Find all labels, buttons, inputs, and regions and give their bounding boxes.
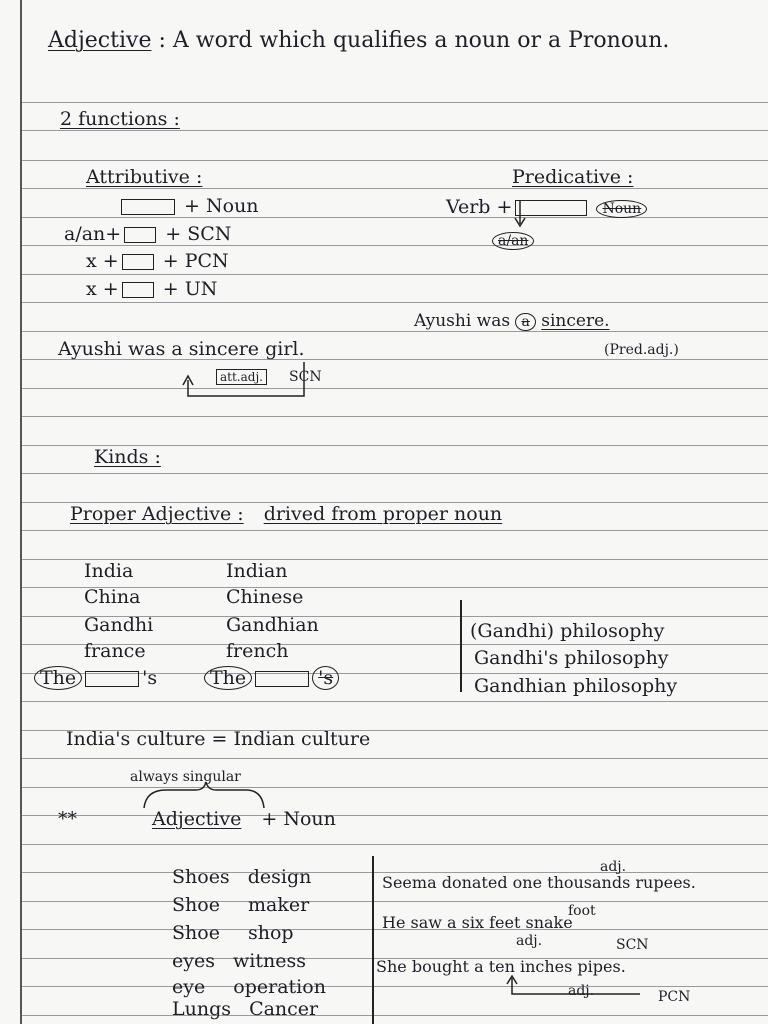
- rule-star: **: [58, 808, 77, 830]
- blank-box: [122, 254, 154, 270]
- title-line: [48, 30, 669, 52]
- pair-adj-indian: Indian: [226, 560, 288, 582]
- adj-noun-adj: Adjective: [152, 808, 242, 830]
- blank-box: [515, 200, 587, 216]
- compound-2-b: maker: [247, 894, 310, 916]
- compound-3-a: Shoe: [172, 922, 220, 944]
- attributive-row-un: [86, 278, 217, 300]
- rule-line: [22, 130, 768, 131]
- blank-box: [121, 199, 175, 215]
- attributive-row-scn: [64, 223, 231, 245]
- example-3: She bought a ten inches pipes.: [376, 957, 626, 976]
- crossed-suffix: 's: [312, 666, 339, 690]
- rule-line: [22, 160, 768, 161]
- title-definition: : A word which qualifies a noun or a Pronoun.: [158, 28, 670, 53]
- blank-box: [85, 671, 139, 687]
- rule-line: [22, 815, 768, 816]
- blank-box: [124, 227, 156, 243]
- always-singular: always singular: [130, 769, 241, 785]
- philosophy-3: Gandhian philosophy: [474, 675, 678, 697]
- example-2-note-bottom: adj.: [516, 933, 543, 949]
- blank-box: [122, 282, 154, 298]
- attr-arrow-head: [183, 376, 193, 385]
- rule-line: [22, 274, 768, 275]
- compound-5-a: eye: [172, 976, 206, 998]
- compound-1: [172, 866, 311, 888]
- pred-struck-article: a/an: [492, 232, 534, 250]
- attr-x-2: x +: [86, 278, 119, 300]
- example-2-note-top: foot: [568, 903, 596, 919]
- pred-verb: Verb +: [446, 196, 513, 218]
- pair-noun-gandhi: Gandhi: [84, 614, 154, 636]
- predicative-heading: Predicative :: [512, 166, 634, 188]
- compound-3: [172, 922, 294, 944]
- rule-line: [22, 473, 768, 474]
- rule-line: [22, 844, 768, 845]
- proper-adjective-desc: drived from proper noun: [263, 503, 503, 525]
- rule-line: [22, 388, 768, 389]
- attr-plus-noun: + Noun: [184, 195, 259, 217]
- attr-a-an: a/an+: [64, 223, 122, 245]
- compound-4: [172, 950, 306, 972]
- rule-line: [22, 102, 768, 103]
- the-rule-1: [34, 667, 157, 689]
- rule-line: [22, 559, 768, 560]
- divider-line: [460, 600, 462, 692]
- proper-adjective-line: [70, 503, 502, 525]
- rule-line: [22, 302, 768, 303]
- pair-noun-india: India: [84, 560, 134, 582]
- example-3-note: adj.: [568, 983, 595, 999]
- attr-plus-scn: + SCN: [165, 223, 232, 245]
- rule-line: [22, 188, 768, 189]
- rule-line: [22, 1015, 768, 1016]
- rule-line: [22, 986, 768, 987]
- pair-adj-gandhian: Gandhian: [226, 614, 319, 636]
- example-3-tag: PCN: [658, 989, 691, 1005]
- adj-noun-noun: + Noun: [261, 808, 336, 830]
- compound-6: [172, 998, 318, 1020]
- the-suffix: 's: [142, 667, 158, 689]
- compound-4-b: witness: [233, 950, 306, 972]
- philosophy-2: Gandhi's philosophy: [474, 647, 669, 669]
- adj-noun-line: [152, 808, 336, 830]
- pair-adj-french: french: [226, 640, 289, 662]
- pair-noun-china: China: [84, 586, 141, 608]
- pred-struck-article-wrap: [492, 230, 534, 252]
- functions-heading: 2 functions :: [60, 108, 180, 130]
- divider-line-2: [372, 856, 374, 1024]
- proper-adjective-label: Proper Adjective :: [70, 503, 244, 525]
- example-1-note: adj.: [600, 859, 627, 875]
- attributive-row-noun: [118, 195, 259, 217]
- culture-line: India's culture = Indian culture: [66, 728, 371, 750]
- pred-example: [414, 310, 610, 333]
- blank-box: [255, 671, 309, 687]
- attributive-row-pcn: [86, 250, 229, 272]
- compound-3-b: shop: [247, 922, 294, 944]
- rule-line: [22, 901, 768, 902]
- pair-adj-chinese: Chinese: [226, 586, 304, 608]
- pred-example-subject: Ayushi was: [414, 311, 511, 331]
- philosophy-1: (Gandhi) philosophy: [470, 620, 665, 642]
- rule-line: [22, 416, 768, 417]
- the-circled-2: The: [204, 666, 252, 690]
- pred-label-wrap: (Pred.adj.): [604, 342, 679, 358]
- attr-plus-pcn: + PCN: [162, 250, 229, 272]
- rule-line: [22, 217, 768, 218]
- rule-line: [22, 245, 768, 246]
- pred-example-article: a: [515, 313, 535, 331]
- kinds-heading: Kinds :: [94, 446, 161, 468]
- attr-example: Ayushi was a sincere girl.: [58, 338, 305, 360]
- attr-plus-un: + UN: [162, 278, 218, 300]
- title-term: Adjective: [48, 28, 152, 53]
- rule-line: [22, 701, 768, 702]
- compound-5: [172, 976, 326, 998]
- example-2: He saw a six feet snake: [382, 913, 573, 932]
- pred-example-adj: sincere.: [541, 311, 610, 331]
- compound-4-a: eyes: [172, 950, 215, 972]
- pair-noun-france: france: [84, 640, 146, 662]
- compound-2-a: Shoe: [172, 894, 220, 916]
- attr-x-1: x +: [86, 250, 119, 272]
- example-2-tag: SCN: [616, 937, 649, 953]
- attr-labels: [216, 364, 322, 388]
- rule-line: [22, 331, 768, 332]
- compound-1-a: Shoes: [172, 866, 230, 888]
- the-rule-2: [204, 667, 339, 689]
- compound-6-b: Cancer: [249, 998, 319, 1020]
- compound-2: [172, 894, 309, 916]
- pred-struck-noun: Noun: [596, 200, 647, 218]
- predicative-formula: [446, 196, 647, 220]
- compound-6-a: Lungs: [172, 998, 232, 1020]
- example-1: Seema donated one thousands rupees.: [382, 873, 696, 892]
- attr-label-noun: SCN: [289, 369, 322, 385]
- attr-label-adj: att.adj.: [216, 369, 267, 385]
- the-circled: The: [34, 666, 82, 690]
- attributive-heading: Attributive :: [86, 166, 203, 188]
- compound-5-b: operation: [233, 976, 326, 998]
- rule-line: [22, 758, 768, 759]
- page-edge: [20, 0, 22, 1024]
- compound-1-b: design: [247, 866, 312, 888]
- rule-line: [22, 530, 768, 531]
- pred-label: Pred.adj.: [609, 342, 674, 358]
